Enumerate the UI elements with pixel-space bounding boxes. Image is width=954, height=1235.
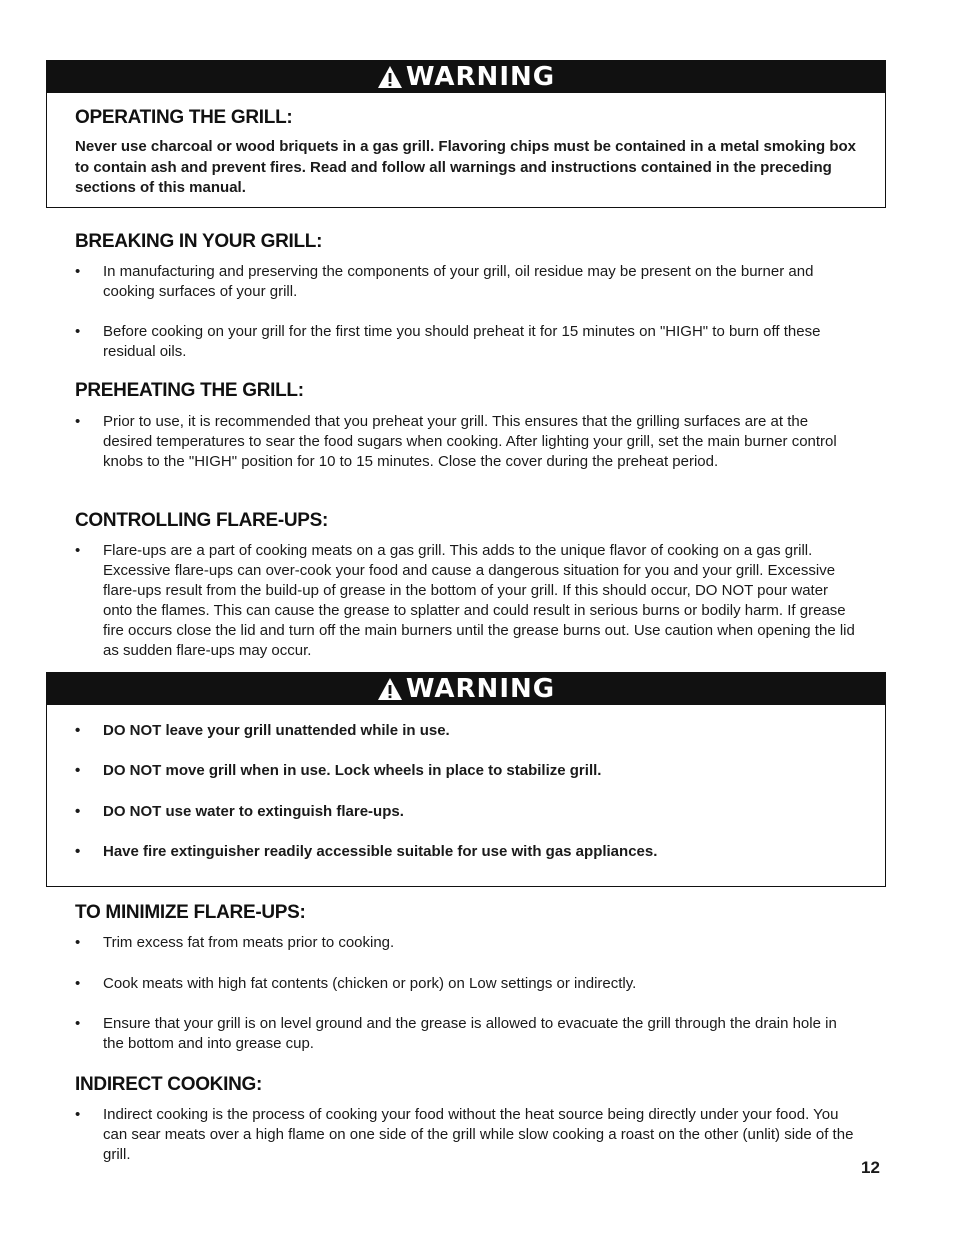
list-item bbox=[75, 933, 855, 953]
heading-breaking-in: BREAKING IN YOUR GRILL: bbox=[75, 231, 323, 252]
bullet-text: Trim excess fat from meats prior to cooking. bbox=[103, 934, 395, 951]
list-item bbox=[75, 262, 855, 302]
bullet-text: DO NOT use water to extinguish flare-ups. bbox=[103, 803, 404, 820]
bullet-glyph: • bbox=[75, 762, 81, 779]
list-item bbox=[75, 541, 855, 661]
bullet-text: Prior to use, it is recommended that you preheat your grill. This ensures that the grilling surfaces are at the desired temperatures to sear the food sugars when cooking. After lighting your grill, set the main burner control knobs to the "HIGH" position for 10 to 15 minutes. Close the cover during the preheat period. bbox=[103, 413, 837, 470]
warning-triangle-icon bbox=[377, 677, 403, 701]
bullet-glyph: • bbox=[75, 803, 81, 820]
bullet-glyph: • bbox=[75, 542, 81, 559]
bullet-glyph: • bbox=[75, 1106, 81, 1123]
warning-label: WARNING bbox=[405, 674, 556, 704]
bullet-glyph: • bbox=[75, 263, 81, 280]
bullet-text: Have fire extinguisher readily accessible suitable for use with gas appliances. bbox=[103, 843, 658, 860]
warning-triangle-icon bbox=[377, 65, 403, 89]
page-number: 12 bbox=[861, 1158, 880, 1177]
list-item bbox=[75, 842, 855, 862]
list-item bbox=[75, 1105, 855, 1165]
heading-minimize: TO MINIMIZE FLARE-UPS: bbox=[75, 902, 306, 923]
list-item bbox=[75, 802, 855, 822]
bullet-glyph: • bbox=[75, 975, 81, 992]
bullet-glyph: • bbox=[75, 1015, 81, 1032]
bullet-glyph: • bbox=[75, 843, 81, 860]
warning-banner bbox=[47, 61, 885, 93]
bullet-text: Indirect cooking is the process of cooking your food without the heat source being directly under your food. You can sear meats over a high flame on one side of the grill while slow cooking a roast on the other (unlit) side of the grill. bbox=[103, 1106, 854, 1163]
list-item bbox=[75, 761, 855, 781]
warning-label: WARNING bbox=[405, 62, 556, 92]
heading-operating: OPERATING THE GRILL: bbox=[75, 107, 293, 128]
bullet-glyph: • bbox=[75, 934, 81, 951]
list-item bbox=[75, 412, 855, 472]
bullet-text: Flare-ups are a part of cooking meats on a gas grill. This adds to the unique flavor of cooking on a gas grill. Excessive flare-ups can over-cook your food and cause a dangerous situation for you and your grill. Excessive flare-ups result from the build-up of grease in the bottom of your grill. If this should occur, DO NOT pour water onto the flames. This can cause the grease to splatter and could result in serious burns or bodily harm. If grease fire occurs close the lid and turn off the main burners until the grease burns out. Use caution when opening the lid as sudden flare-ups may occur. bbox=[103, 542, 855, 659]
list-item bbox=[75, 974, 855, 994]
bullet-glyph: • bbox=[75, 413, 81, 430]
list-item bbox=[75, 721, 855, 741]
operating-warning-text: Never use charcoal or wood briquets in a gas grill. Flavoring chips must be contained in a metal smoking box to contain ash and prevent fires. Read and follow all warnings and instructions contained in the preceding sections of this manual. bbox=[75, 138, 857, 196]
heading-preheating: PREHEATING THE GRILL: bbox=[75, 380, 304, 401]
bullet-glyph: • bbox=[75, 722, 81, 739]
warning-banner bbox=[47, 673, 885, 705]
bullet-text: Cook meats with high fat contents (chicken or pork) on Low settings or indirectly. bbox=[103, 975, 637, 992]
list-item bbox=[75, 322, 855, 362]
bullet-glyph: • bbox=[75, 323, 81, 340]
bullet-text: In manufacturing and preserving the components of your grill, oil residue may be present on the burner and cooking surfaces of your grill. bbox=[103, 263, 814, 300]
bullet-text: DO NOT leave your grill unattended while in use. bbox=[103, 722, 450, 739]
bullet-text: Before cooking on your grill for the first time you should preheat it for 15 minutes on "HIGH" to burn off these residual oils. bbox=[103, 323, 821, 360]
heading-indirect: INDIRECT COOKING: bbox=[75, 1074, 263, 1095]
bullet-text: Ensure that your grill is on level ground and the grease is allowed to evacuate the grill through the drain hole in the bottom and into grease cup. bbox=[103, 1015, 837, 1052]
heading-controlling: CONTROLLING FLARE-UPS: bbox=[75, 510, 329, 531]
bullet-text: DO NOT move grill when in use. Lock wheels in place to stabilize grill. bbox=[103, 762, 602, 779]
list-item bbox=[75, 1014, 855, 1054]
